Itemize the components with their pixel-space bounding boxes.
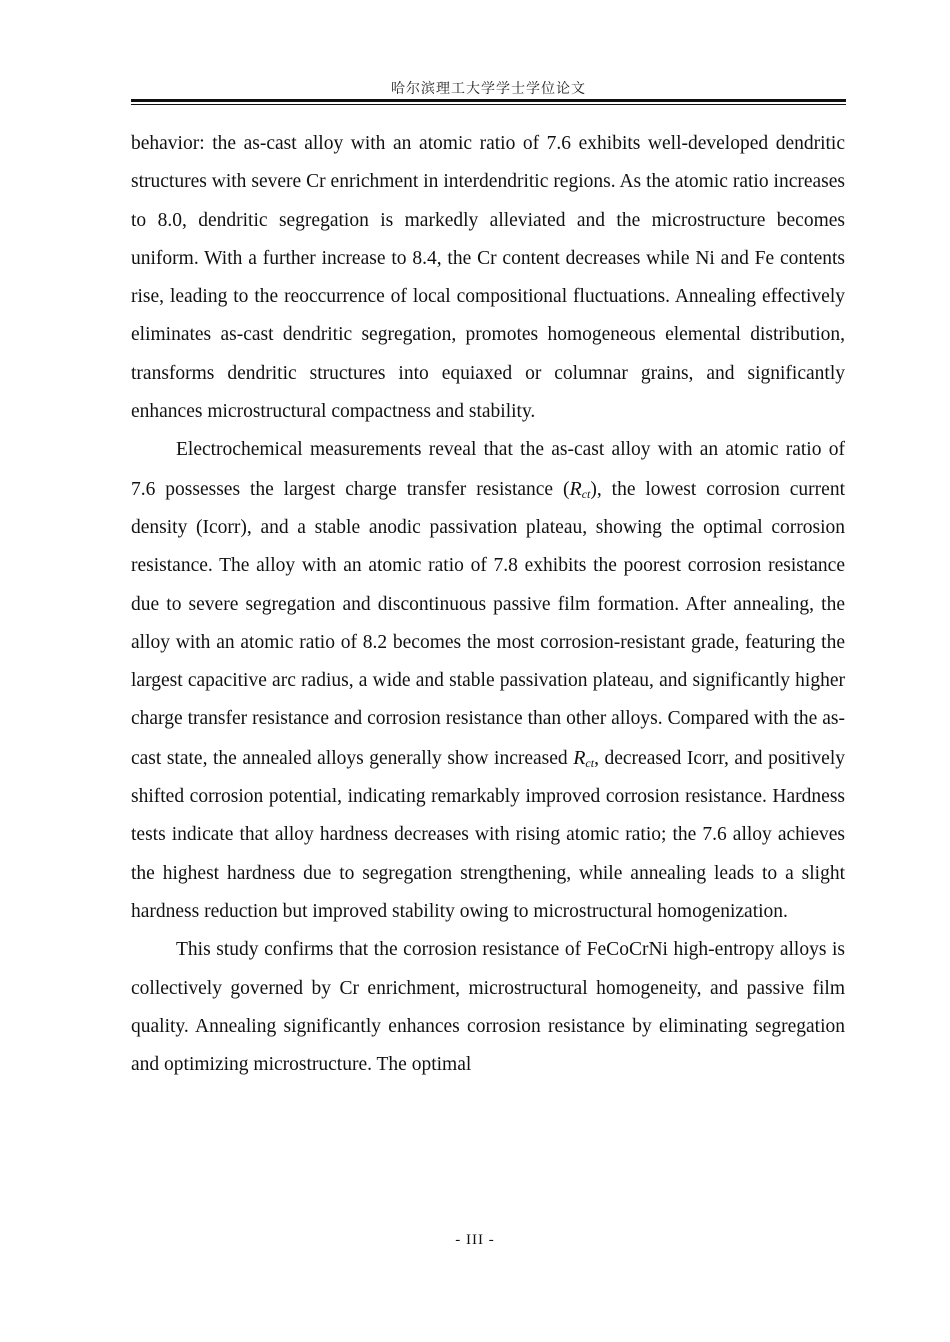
abstract-body xyxy=(131,125,845,1084)
rct-symbol: $R_{ct}$ xyxy=(573,746,595,770)
page-number: - III - xyxy=(455,1232,495,1248)
header-rule-thick xyxy=(131,99,846,102)
paragraph-2 xyxy=(131,431,845,931)
paragraph-1: behavior: the as-cast alloy with an atomic ratio of 7.6 exhibits well-developed dendritic structures with severe Cr enrichment in interdendritic regions. As the atomic ratio increases to 8.0, dendritic segregation is markedly alleviated and the microstructure becomes uniform. With a further increase to 8.4, the Cr content decreases while Ni and Fe contents rise, leading to the reoccurrence of local compositional fluctuations. Annealing effectively eliminates as-cast dendritic segregation, promotes homogeneous elemental distribution, transforms dendritic structures into equiaxed or columnar grains, and significantly enhances microstructural compactness and stability. xyxy=(131,133,845,423)
header-rule-thin xyxy=(131,104,846,105)
paragraph-2-part-a: Electrochemical measurements reveal that the as-cast alloy with an atomic ratio of 7.6 possesses the largest charge transfer resistance ( xyxy=(131,439,845,500)
rct-symbol: $R_{ct}$ xyxy=(569,477,591,501)
paragraph-2-part-c: , decreased Icorr, and positively shifted corrosion potential, indicating remarkably improved corrosion resistance. Hardness tests indicate that alloy hardness decreases with rising atomic ratio; the 7.6 alloy achieves the highest hardness due to segregation strengthening, while annealing leads to a slight hardness reduction but improved stability owing to microstructural homogenization. xyxy=(131,747,845,922)
paragraph-3: This study confirms that the corrosion resistance of FeCoCrNi high-entropy alloys is collectively governed by Cr enrichment, microstructural homogeneity, and passive film quality. Annealing significantly enhances corrosion resistance by eliminating segregation and optimizing microstructure. The optimal xyxy=(131,939,845,1076)
paragraph-2-part-b: ), the lowest corrosion current density (Icorr), and a stable anodic passivation plateau, showing the optimal corrosion resistance. The alloy with an atomic ratio of 7.8 exhibits the poorest corrosion resistance due to severe segregation and discontinuous passive film formation. After annealing, the alloy with an atomic ratio of 8.2 becomes the most corrosion-resistant grade, featuring the largest capacitive arc radius, a wide and stable passivation plateau, and significantly higher charge transfer resistance and corrosion resistance than other alloys. Compared with the as-cast state, the annealed alloys generally show increased xyxy=(131,478,845,769)
page-header: 哈尔滨理工大学学士学位论文 xyxy=(391,81,586,97)
